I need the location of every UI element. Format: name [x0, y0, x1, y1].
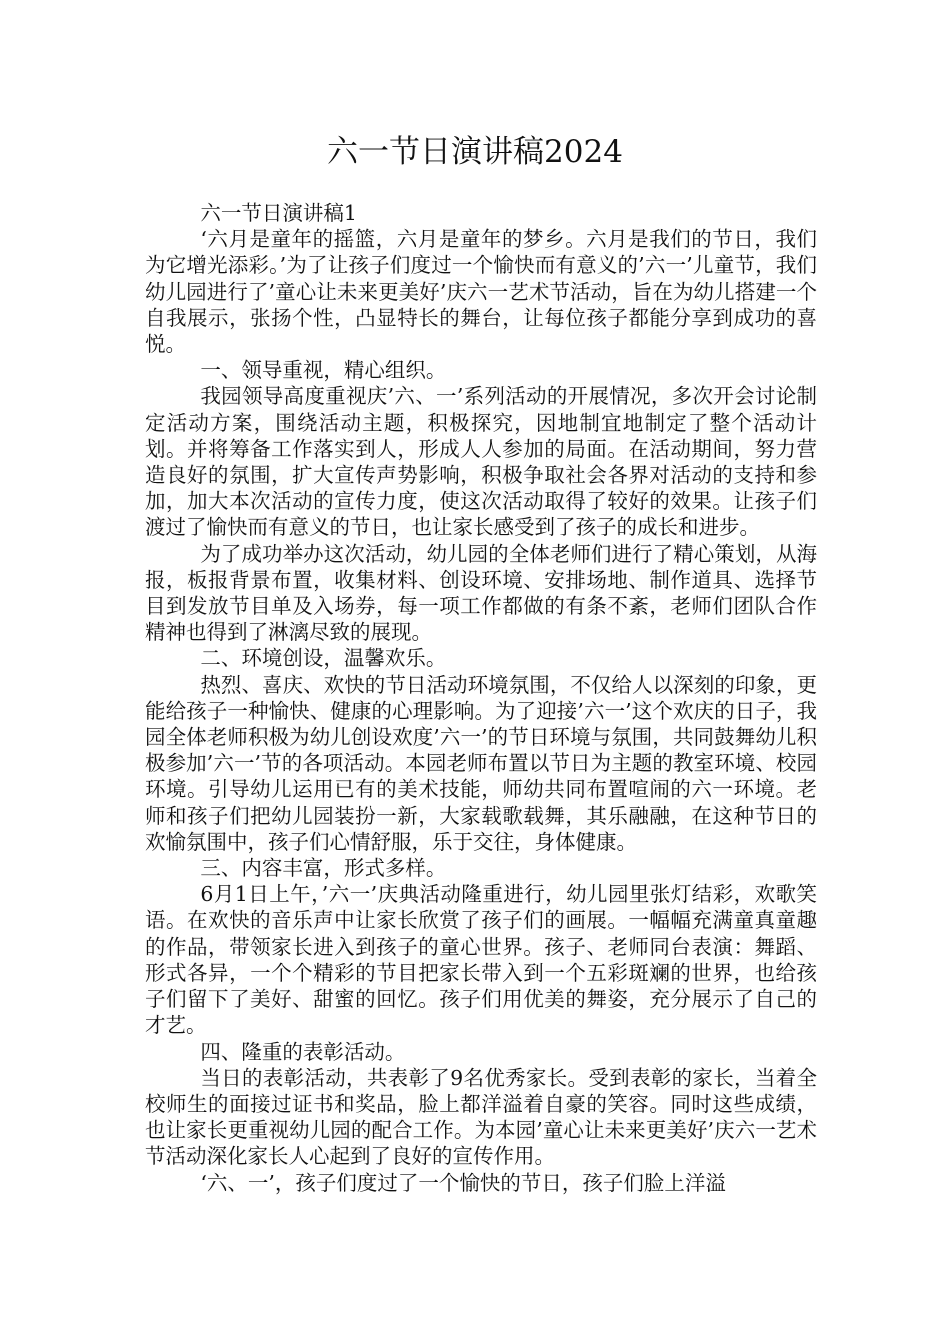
body-paragraph: 为了成功举办这次活动，幼儿园的全体老师们进行了精心策划，从海报，板报背景布置，收集材料、创设环境、安排场地、制作道具、选择节目到发放节目单及入场券，每一项工作都做的有条不紊，老师们团队合作精神也得到了淋漓尽致的展现。: [145, 541, 817, 645]
section-heading-3: 三、内容丰富，形式多样。: [200, 856, 447, 881]
body-paragraph: 热烈、喜庆、欢快的节日活动环境氛围，不仅给人以深刻的印象，更能给孩子一种愉快、健康的心理影响。为了迎接’六一’这个欢庆的日子，我园全体老师积极为幼儿创设欢度’六一’的节日环境与氛围，共同鼓舞幼儿积极参加’六一’节的各项活动。本园老师布置以节日为主题的教室环境、校园环境。引导幼儿运用已有的美术技能，师幼共同布置喧闹的六一环境。老师和孩子们把幼儿园装扮一新，大家载歌载舞，其乐融融，在这种节日的欢愉氛围中，孩子们心情舒服，乐于交往，身体健康。: [145, 672, 817, 854]
section-heading-4: 四、隆重的表彰活动。: [200, 1039, 406, 1064]
section-heading-1: 一、领导重视，精心组织。: [200, 358, 447, 383]
body-paragraph: 我园领导高度重视庆’六、一’系列活动的开展情况，多次开会讨论制定活动方案，围绕活动主题，积极探究，因地制宜地制定了整个活动计划。并将筹备工作落实到人，形成人人参加的局面。在活动期间，努力营造良好的氛围，扩大宣传声势影响，积极争取社会各界对活动的支持和参加，加大本次活动的宣传力度，使这次活动取得了较好的效果。让孩子们渡过了愉快而有意义的节日，也让家长感受到了孩子的成长和进步。: [145, 384, 817, 540]
section-heading-2: 二、环境创设，温馨欢乐。: [200, 646, 447, 671]
body-paragraph: ‘六、一’，孩子们度过了一个愉快的节日，孩子们脸上洋溢: [200, 1170, 726, 1195]
document-title: 六一节日演讲稿2024: [327, 134, 623, 170]
body-paragraph: 当日的表彰活动，共表彰了9名优秀家长。受到表彰的家长，当着全校师生的面接过证书和奖品，脸上都洋溢着自豪的笑容。同时这些成绩，也让家长更重视幼儿园的配合工作。为本园’童心让未来更美好’庆六一艺术节活动深化家长人心起到了良好的宣传作用。: [145, 1065, 817, 1169]
intro-paragraph: ‘六月是童年的摇篮，六月是童年的梦乡。六月是我们的节日，我们为它增光添彩。’为了让孩子们度过一个愉快而有意义的’六一’儿童节，我们幼儿园进行了’童心让未来更美好’庆六一艺术节活动，旨在为幼儿搭建一个自我展示，张扬个性，凸显特长的舞台，让每位孩子都能分享到成功的喜悦。: [145, 227, 817, 357]
subtitle-paragraph: 六一节日演讲稿1: [200, 201, 357, 225]
document-body: [145, 200, 817, 1196]
body-paragraph: 6月1日上午，’六一’庆典活动隆重进行，幼儿园里张灯结彩，欢歌笑语。在欢快的音乐声中让家长欣赏了孩子们的画展。一幅幅充满童真童趣的作品，带领家长进入到孩子的童心世界。孩子、老师同台表演：舞蹈、形式各异，一个个精彩的节目把家长带入到一个五彩斑斓的世界，也给孩子们留下了美好、甜蜜的回忆。孩子们用优美的舞姿，充分展示了自己的才艺。: [145, 882, 817, 1038]
